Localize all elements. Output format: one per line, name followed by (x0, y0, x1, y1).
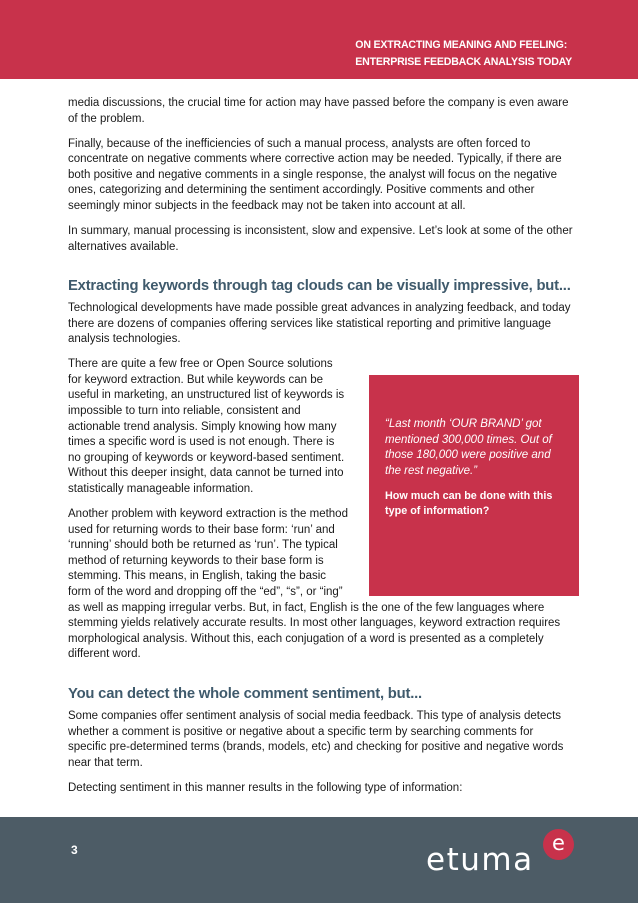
paragraph: Detecting sentiment in this manner results in the following type of information: (68, 781, 463, 794)
pull-quote-box (369, 375, 579, 596)
paragraph: Technological developments have made possible great advances in analyzing feedback, and today there are dozens of companies offering services like statistical reporting and primitive language analysis technologies. (68, 302, 571, 346)
paragraph: Finally, because of the inefficiencies of such a manual process, analysts are often forced to concentrate on negative comments where corrective action may be needed. Typically, if there are both positive and negative comments in a single response, the analyst will focus on the negative ones, categorizing and determining the sentiment accordingly. Positive comments and other seemingly minor subjects in the feedback may not be taken into account at all. (68, 137, 562, 212)
paragraph: In summary, manual processing is inconsistent, slow and expensive. Let’s look at some of the other alternatives available. (68, 224, 573, 253)
paragraph: There are quite a few free or Open Source solutions for keyword extraction. But while keywords can be useful in marketing, an unstructured list of keywords is impossible to turn into reliable, consistent and actionable trend analysis. Simply knowing how many times a specific word is used is not enough. There is no grouping of keywords or keyword-based sentiment. Without this deeper insight, data cannot be turned into statistically manageable information. (68, 358, 345, 496)
section-heading-keywords: Extracting keywords through tag clouds can be visually impressive, but... (68, 278, 571, 295)
pull-quote-text: “Last month ‘OUR BRAND’ got mentioned 300,000 times. Out of those 180,000 were positive and the rest negative.” (385, 418, 552, 478)
page-content (68, 96, 574, 806)
header-band (0, 0, 638, 79)
pull-quote-question: How much can be done with this type of information? (385, 490, 553, 518)
document-title-line-2: ENTERPRISE FEEDBACK ANALYSIS TODAY (355, 56, 572, 68)
section-heading-sentiment: You can detect the whole comment sentiment, but... (68, 685, 422, 702)
paragraph: Another problem with keyword extraction is the method used for returning words to their base form: ‘run’ and ‘running’ should both be returned as ‘run’. The typical method of returning keywords to their base form is stemming. This means, in English, taking the basic form of the word and dropping off the “ed”, “s”, or “ing” as well as mapping irregular verbs. But, in fact, English is the one of the few languages where stemming yields relatively accurate results. In most other languages, keyword extraction requires morphological analysis. Without this, each conjugation of a word is presented as a completely different word. (68, 508, 561, 661)
logo-wordmark: etuma (426, 842, 534, 878)
logo-badge-icon: e (543, 829, 574, 860)
etuma-logo (418, 828, 578, 892)
paragraph: Some companies offer sentiment analysis of social media feedback. This type of analysis detects whether a comment is positive or negative about a specific term by searching comments for specific pre-determined terms (brands, models, etc) and checking for positive and negative words near that term. (68, 709, 564, 769)
document-title (355, 37, 572, 71)
page-number: 3 (71, 843, 78, 857)
document-title-line-1: ON EXTRACTING MEANING AND FEELING: (355, 39, 568, 51)
paragraph: media discussions, the crucial time for action may have passed before the company is even aware of the problem. (68, 97, 569, 125)
